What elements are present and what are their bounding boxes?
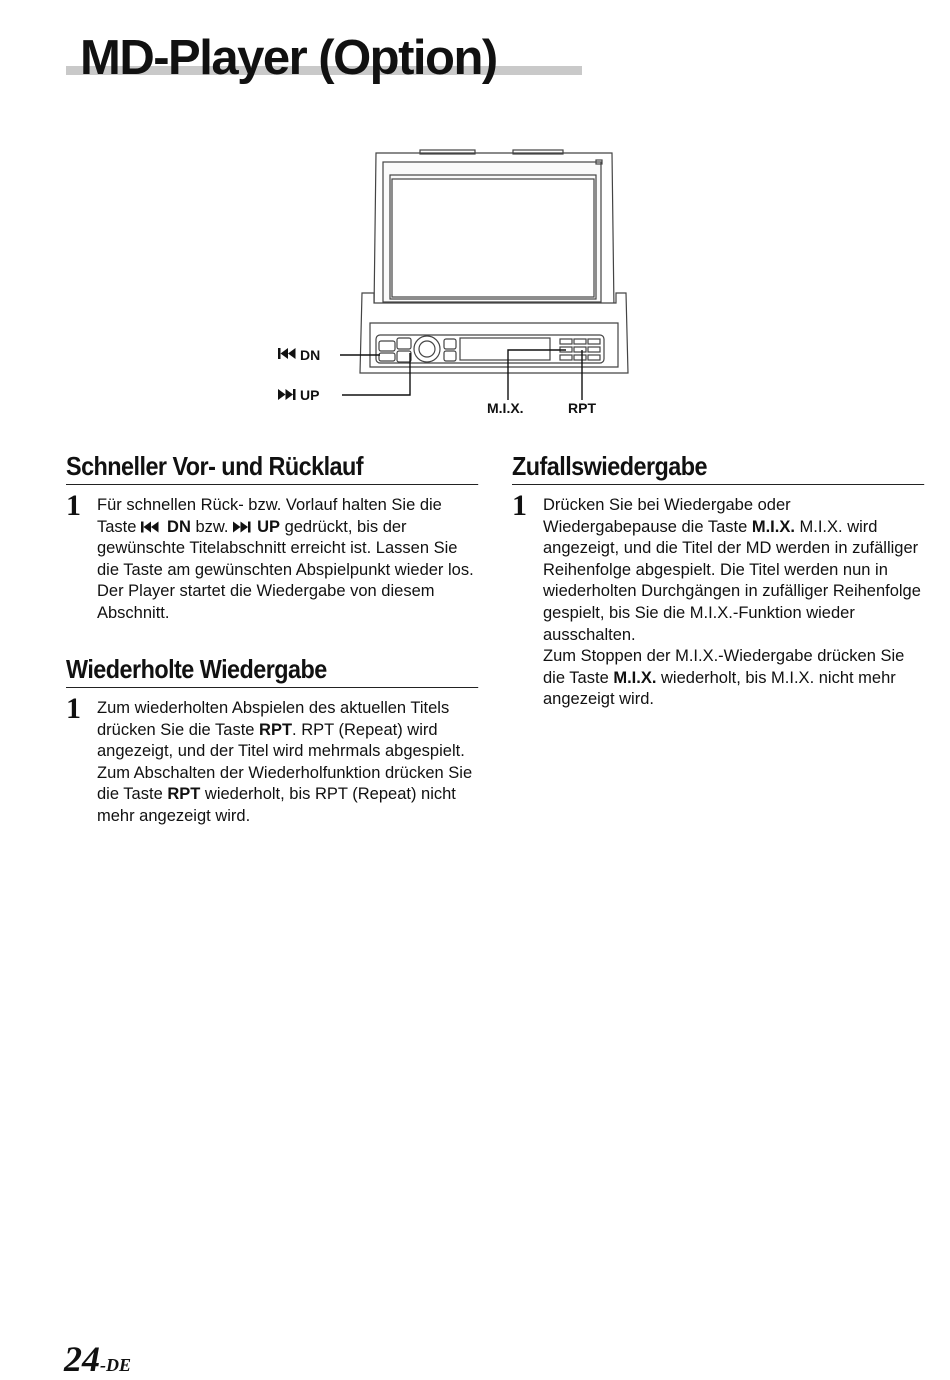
- step-number: 1: [66, 692, 81, 725]
- page-number: [64, 1338, 131, 1380]
- step-text: [543, 495, 925, 711]
- text-run: wiederholt, bis RPT (Repeat) nicht mehr angezeigt wird.: [97, 785, 456, 825]
- head-unit-illustration: [270, 145, 640, 425]
- prev-track-icon: [278, 348, 296, 359]
- key-mix: M.I.X.: [751, 517, 795, 536]
- prev-track-icon: [141, 521, 167, 533]
- key-rpt: RPT: [167, 785, 201, 804]
- text-run: gedrückt, bis der gewünschte Titelabschnitt erreicht ist. Lassen Sie die Taste am gewünschten Abspielpunkt wieder los. Der Player startet die Wiedergabe von diesem Abschnitt.: [97, 517, 474, 622]
- text-run: bzw.: [190, 517, 234, 536]
- section-heading: Zufallswiedergabe: [512, 450, 925, 485]
- section-heading: Wiederholte Wiedergabe: [66, 653, 479, 688]
- step-text: [97, 495, 479, 625]
- step-item: [512, 489, 925, 711]
- text-run: M.I.X. wird angezeigt, und die Titel der MD werden in zufälliger Reihenfolge abgespielt. Die Titel werden nun in wiederholten Durchgängen in zufälliger Reihenfolge gespielt, bis Sie die M.I.X.-Funktion wieder ausschalten.: [543, 517, 921, 644]
- text-run: . RPT (Repeat) wird angezeigt, und der Titel wird mehrmals abgespielt.: [97, 720, 465, 761]
- rpt-label: RPT: [568, 400, 596, 416]
- text-run: Zum wiederholten Abspielen des aktuellen Titels drücken Sie die Taste: [97, 699, 450, 739]
- up-label: UP: [300, 387, 320, 403]
- key-rpt: RPT: [259, 720, 293, 739]
- section-repeat-playback: [66, 653, 479, 828]
- next-track-icon: [233, 521, 257, 533]
- title-block: [66, 28, 582, 88]
- head-unit-drawing: [270, 145, 640, 425]
- step-item: [66, 489, 479, 625]
- key-up: UP: [257, 517, 280, 536]
- page-number-value: 24: [64, 1339, 100, 1379]
- step-text: [97, 698, 479, 828]
- page-language-suffix: -DE: [100, 1355, 131, 1375]
- step-number: 1: [512, 489, 527, 522]
- section-heading: Schneller Vor- und Rücklauf: [66, 450, 479, 485]
- step-item: [66, 692, 479, 828]
- text-run: Drücken Sie bei Wiedergabe oder Wiedergabepause die Taste: [543, 496, 791, 536]
- mix-label: M.I.X.: [487, 400, 524, 416]
- key-mix: M.I.X.: [613, 668, 657, 687]
- page-title: MD-Player (Option): [80, 31, 497, 85]
- dn-label: DN: [300, 347, 321, 363]
- key-dn: DN: [167, 517, 191, 536]
- section-fast-forward-rewind: [66, 450, 479, 625]
- text-run: Zum Stoppen der M.I.X.-Wiedergabe drücken Sie die Taste: [543, 647, 905, 687]
- next-track-icon: [278, 389, 296, 400]
- text-run: Für schnellen Rück- bzw. Vorlauf halten Sie die Taste: [97, 496, 442, 536]
- text-run: wiederholt, bis M.I.X. nicht mehr angezeigt wird.: [543, 668, 896, 709]
- section-random-playback: [512, 450, 925, 711]
- step-number: 1: [66, 489, 81, 522]
- text-run: Zum Abschalten der Wiederholfunktion drücken Sie die Taste: [97, 763, 473, 804]
